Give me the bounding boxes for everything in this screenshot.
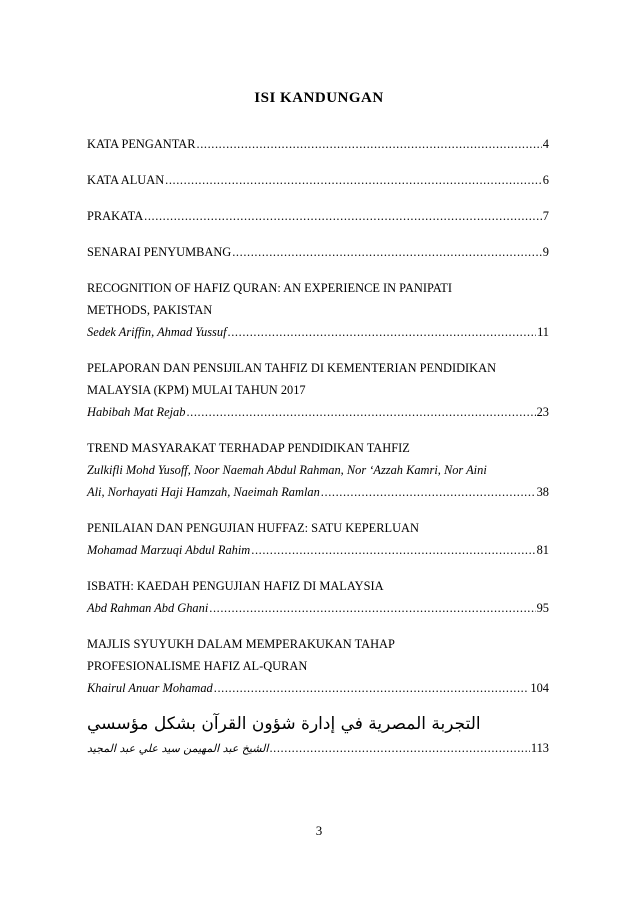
dot-leader — [165, 169, 542, 191]
toc-entry-title: PENILAIAN DAN PENGUJIAN HUFFAZ: SATU KEPERLUAN — [87, 521, 419, 535]
toc-entry-title-cont: PROFESIONALISME HAFIZ AL-QURAN — [87, 659, 308, 673]
toc-entry-isbath — [87, 575, 549, 619]
toc-entry-authors: Habibah Mat Rejab — [87, 405, 186, 419]
table-of-contents — [87, 133, 549, 773]
toc-entry-senarai-penyumbang — [87, 241, 549, 263]
dot-leader — [228, 321, 537, 343]
toc-entry-penilaian — [87, 517, 549, 561]
toc-entry-title-arabic: التجربة المصرية في إدارة شؤون القرآن بشكل مؤسسي — [87, 714, 481, 734]
dot-leader — [197, 133, 542, 155]
dot-leader — [232, 241, 542, 263]
toc-entry-authors: Khairul Anuar Mohamad — [87, 681, 213, 695]
toc-entry-pelaporan — [87, 357, 549, 423]
toc-entry-title-cont: METHODS, PAKISTAN — [87, 303, 213, 317]
toc-page-number: 9 — [542, 245, 549, 259]
page-title: ISI KANDUNGAN — [254, 90, 384, 106]
toc-entry-title: KATA PENGANTAR — [87, 137, 196, 151]
toc-page-number: 38 — [536, 485, 549, 499]
toc-page-number: 113 — [530, 741, 549, 755]
toc-entry-kata-pengantar — [87, 133, 549, 155]
toc-entry-title: ISBATH: KAEDAH PENGUJIAN HAFIZ DI MALAYSIA — [87, 579, 384, 593]
dot-leader — [214, 677, 530, 699]
toc-page-number: 104 — [530, 681, 549, 695]
toc-page-number: 95 — [536, 601, 549, 615]
toc-page-number: 4 — [542, 137, 549, 151]
toc-page-number: 7 — [542, 209, 549, 223]
toc-entry-title: RECOGNITION OF HAFIZ QURAN: AN EXPERIENCE IN PANIPATI — [87, 281, 452, 295]
toc-entry-authors-arabic: الشيخ عبد المهيمن سيد علي عبد المجيد — [87, 742, 269, 755]
toc-entry-trend-masyarakat — [87, 437, 549, 503]
toc-entry-prakata — [87, 205, 549, 227]
dot-leader — [251, 539, 535, 561]
toc-page-number: 81 — [536, 543, 549, 557]
toc-entry-kata-aluan — [87, 169, 549, 191]
dot-leader — [186, 401, 535, 423]
toc-page-number: 11 — [537, 325, 549, 339]
toc-entry-title: TREND MASYARAKAT TERHADAP PENDIDIKAN TAHFIZ — [87, 441, 410, 455]
toc-entry-authors: Zulkifli Mohd Yusoff, Noor Naemah Abdul Rahman, Nor ‘Azzah Kamri, Nor Aini — [87, 463, 487, 477]
toc-entry-authors: Mohamad Marzuqi Abdul Rahim — [87, 543, 251, 557]
toc-entry-majlis-syuyukh — [87, 633, 549, 699]
toc-entry-title: KATA ALUAN — [87, 173, 165, 187]
toc-entry-arabic — [87, 711, 549, 759]
toc-entry-title: MAJLIS SYUYUKH DALAM MEMPERAKUKAN TAHAP — [87, 637, 395, 651]
dot-leader — [321, 481, 536, 503]
toc-entry-authors: Abd Rahman Abd Ghani — [87, 601, 209, 615]
toc-entry-title-cont: MALAYSIA (KPM) MULAI TAHUN 2017 — [87, 383, 306, 397]
toc-page-number: 23 — [536, 405, 549, 419]
dot-leader — [269, 737, 529, 759]
toc-page-number: 6 — [542, 173, 549, 187]
toc-entry-authors-cont: Ali, Norhayati Haji Hamzah, Naeimah Ramlan — [87, 485, 320, 499]
toc-entry-authors: Sedek Ariffin, Ahmad Yussuf — [87, 325, 227, 339]
toc-entry-title: PELAPORAN DAN PENSIJILAN TAHFIZ DI KEMENTERIAN PENDIDIKAN — [87, 361, 497, 375]
dot-leader — [209, 597, 535, 619]
toc-entry-title: SENARAI PENYUMBANG — [87, 245, 232, 259]
toc-entry-recognition — [87, 277, 549, 343]
toc-entry-title: PRAKATA — [87, 209, 144, 223]
dot-leader — [144, 205, 542, 227]
page-number: 3 — [315, 823, 323, 838]
